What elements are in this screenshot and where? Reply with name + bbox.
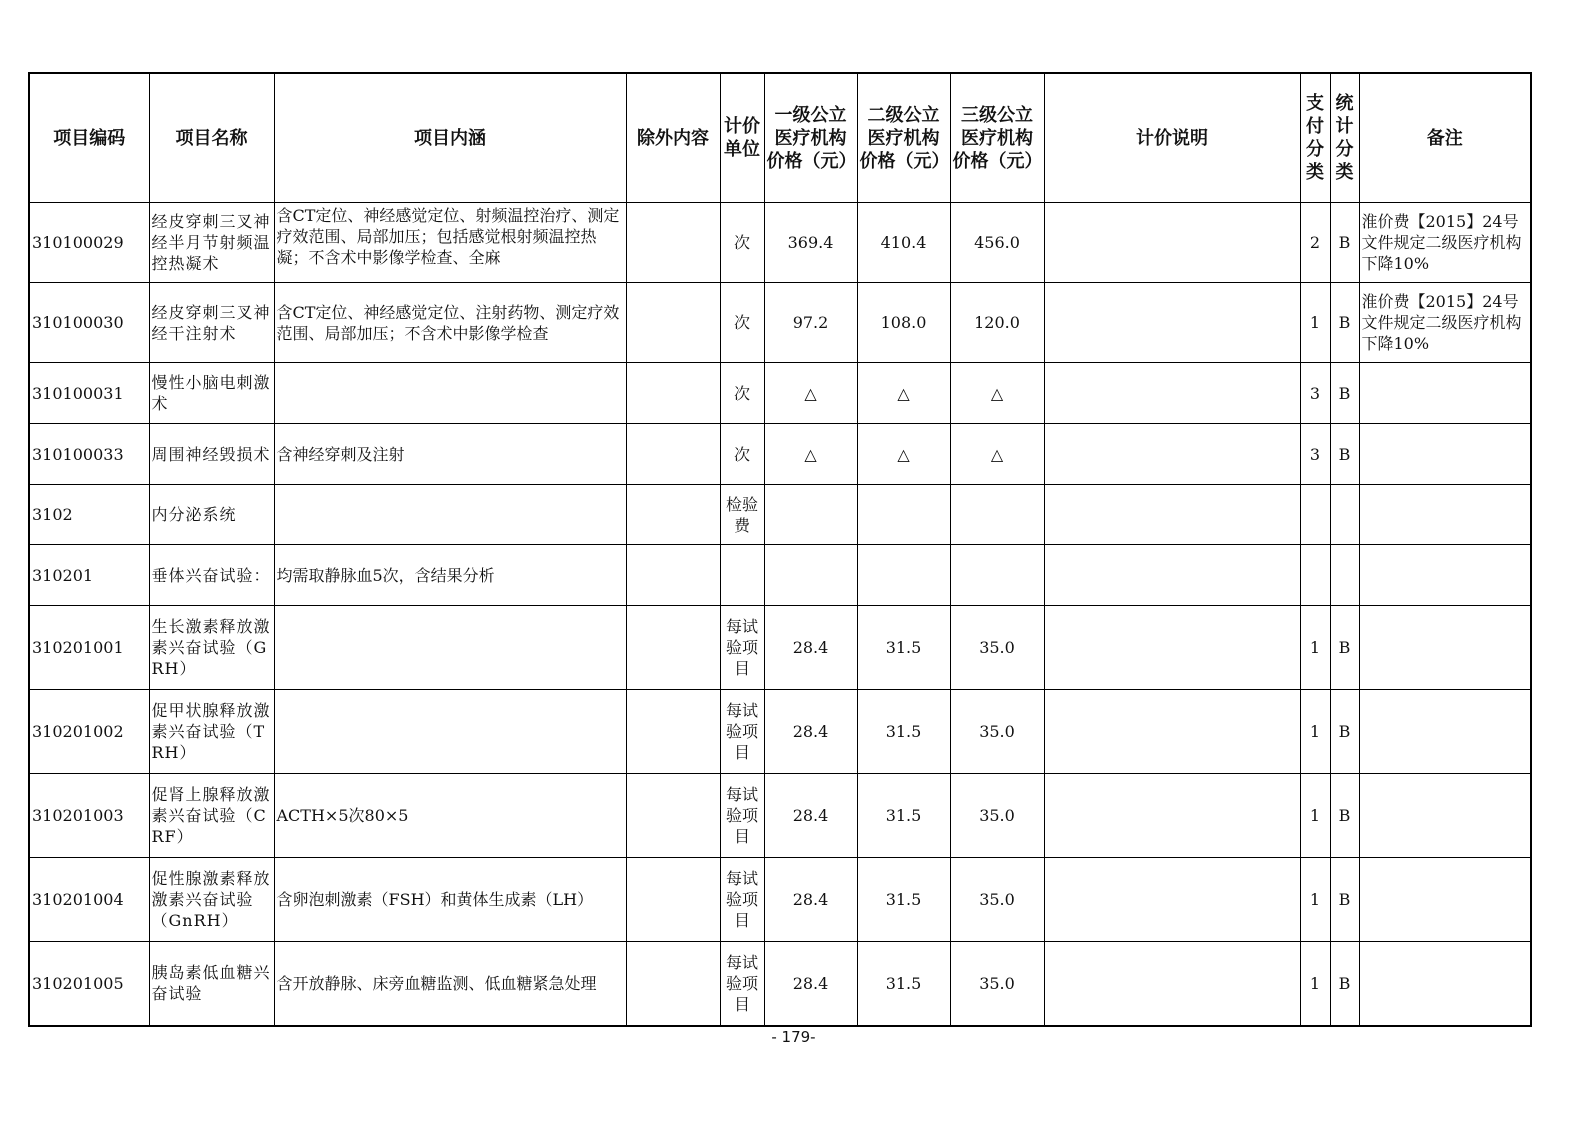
cell-price-level3: △: [950, 424, 1044, 485]
cell-price-level1: △: [764, 424, 857, 485]
cell-unit: 每试验项目: [720, 942, 764, 1026]
cell-pay-class: 1: [1300, 774, 1330, 858]
cell-remark: [1359, 363, 1531, 424]
header-row: [29, 73, 1531, 203]
table-row: [29, 690, 1531, 774]
header-pricing-note: 计价说明: [1044, 73, 1300, 203]
cell-stat-class: B: [1330, 424, 1359, 485]
cell-pay-class: 1: [1300, 283, 1330, 363]
cell-remark: [1359, 545, 1531, 606]
cell-stat-class: [1330, 545, 1359, 606]
header-code: 项目编码: [29, 73, 149, 203]
cell-price-level3: 456.0: [950, 203, 1044, 283]
cell-excluded: [626, 774, 720, 858]
cell-name: 促性腺激素释放激素兴奋试验（GnRH）: [149, 858, 274, 942]
cell-price-level3: 35.0: [950, 690, 1044, 774]
cell-price-level3: △: [950, 363, 1044, 424]
cell-excluded: [626, 858, 720, 942]
cell-name: 经皮穿刺三叉神经半月节射频温控热凝术: [149, 203, 274, 283]
header-price-level3: 三级公立医疗机构价格（元）: [950, 73, 1044, 203]
cell-pay-class: [1300, 545, 1330, 606]
cell-pricing-note: [1044, 424, 1300, 485]
cell-excluded: [626, 690, 720, 774]
table-row: [29, 606, 1531, 690]
cell-price-level2: △: [857, 363, 950, 424]
cell-stat-class: B: [1330, 283, 1359, 363]
table-row: [29, 774, 1531, 858]
cell-price-level1: 369.4: [764, 203, 857, 283]
cell-remark: [1359, 606, 1531, 690]
cell-content: 含开放静脉、床旁血糖监测、低血糖紧急处理: [274, 942, 626, 1026]
table-row: [29, 545, 1531, 606]
cell-code: 310201002: [29, 690, 149, 774]
cell-excluded: [626, 283, 720, 363]
cell-pricing-note: [1044, 606, 1300, 690]
header-unit: 计价单位: [720, 73, 764, 203]
cell-remark: [1359, 424, 1531, 485]
cell-pay-class: 3: [1300, 363, 1330, 424]
cell-name: 促甲状腺释放激素兴奋试验（TRH）: [149, 690, 274, 774]
cell-unit: 次: [720, 363, 764, 424]
cell-pricing-note: [1044, 942, 1300, 1026]
cell-content: [274, 363, 626, 424]
cell-content: 均需取静脉血5次，含结果分析: [274, 545, 626, 606]
cell-stat-class: B: [1330, 690, 1359, 774]
cell-content: [274, 690, 626, 774]
cell-unit: [720, 545, 764, 606]
cell-code: 3102: [29, 485, 149, 545]
cell-price-level3: 120.0: [950, 283, 1044, 363]
cell-unit: 次: [720, 283, 764, 363]
cell-stat-class: B: [1330, 774, 1359, 858]
header-name: 项目名称: [149, 73, 274, 203]
cell-name: 经皮穿刺三叉神经干注射术: [149, 283, 274, 363]
cell-code: 310201004: [29, 858, 149, 942]
cell-name: 垂体兴奋试验：: [149, 545, 274, 606]
cell-pay-class: 1: [1300, 690, 1330, 774]
cell-pricing-note: [1044, 858, 1300, 942]
cell-excluded: [626, 363, 720, 424]
header-price-level1: 一级公立医疗机构价格（元）: [764, 73, 857, 203]
cell-name: 慢性小脑电刺激术: [149, 363, 274, 424]
cell-price-level2: 31.5: [857, 690, 950, 774]
cell-code: 310201005: [29, 942, 149, 1026]
cell-excluded: [626, 203, 720, 283]
table-row: [29, 942, 1531, 1026]
cell-price-level1: 28.4: [764, 774, 857, 858]
cell-code: 310201003: [29, 774, 149, 858]
cell-stat-class: B: [1330, 942, 1359, 1026]
cell-price-level1: [764, 545, 857, 606]
cell-pricing-note: [1044, 690, 1300, 774]
cell-price-level2: [857, 485, 950, 545]
cell-price-level1: 28.4: [764, 690, 857, 774]
cell-pricing-note: [1044, 774, 1300, 858]
cell-remark: [1359, 774, 1531, 858]
cell-stat-class: B: [1330, 363, 1359, 424]
cell-price-level1: [764, 485, 857, 545]
cell-code: 310201001: [29, 606, 149, 690]
cell-pricing-note: [1044, 545, 1300, 606]
table-row: [29, 363, 1531, 424]
cell-content-text: 含CT定位、神经感觉定位、射频温控治疗、测定疗效范围、局部加压；包括感觉根射频温控热凝；不含术中影像学检查、全麻: [276, 206, 620, 267]
cell-pricing-note: [1044, 203, 1300, 283]
table-body: [29, 203, 1531, 1026]
cell-excluded: [626, 606, 720, 690]
cell-content: 含神经穿刺及注射: [274, 424, 626, 485]
page-number: - 179-: [771, 1028, 816, 1046]
cell-price-level1: 28.4: [764, 942, 857, 1026]
cell-unit: 每试验项目: [720, 858, 764, 942]
cell-name: 生长激素释放激素兴奋试验（GRH）: [149, 606, 274, 690]
cell-price-level1: 97.2: [764, 283, 857, 363]
cell-pricing-note: [1044, 363, 1300, 424]
cell-excluded: [626, 545, 720, 606]
cell-pay-class: 1: [1300, 858, 1330, 942]
cell-price-level2: 31.5: [857, 942, 950, 1026]
cell-price-level2: 410.4: [857, 203, 950, 283]
cell-content: 含CT定位、神经感觉定位、注射药物、测定疗效范围、局部加压；不含术中影像学检查: [274, 283, 626, 363]
cell-unit: 次: [720, 203, 764, 283]
header-price-level2: 二级公立医疗机构价格（元）: [857, 73, 950, 203]
cell-price-level2: 31.5: [857, 774, 950, 858]
cell-price-level3: [950, 545, 1044, 606]
cell-name: 周围神经毁损术: [149, 424, 274, 485]
cell-price-level3: [950, 485, 1044, 545]
cell-excluded: [626, 485, 720, 545]
cell-pricing-note: [1044, 485, 1300, 545]
cell-code: 310100033: [29, 424, 149, 485]
cell-remark: [1359, 858, 1531, 942]
cell-price-level1: 28.4: [764, 606, 857, 690]
table-row: [29, 203, 1531, 283]
cell-code: 310100029: [29, 203, 149, 283]
cell-price-level3: 35.0: [950, 774, 1044, 858]
table-row: [29, 424, 1531, 485]
cell-pay-class: 3: [1300, 424, 1330, 485]
header-content: 项目内涵: [274, 73, 626, 203]
cell-unit: 每试验项目: [720, 690, 764, 774]
cell-stat-class: B: [1330, 203, 1359, 283]
header-pay-class: 支付分类: [1300, 73, 1330, 203]
cell-price-level2: △: [857, 424, 950, 485]
cell-remark: 淮价费【2015】24号文件规定二级医疗机构下降10%: [1359, 203, 1531, 283]
cell-name: 促肾上腺释放激素兴奋试验（CRF）: [149, 774, 274, 858]
cell-content: 含卵泡刺激素（FSH）和黄体生成素（LH）: [274, 858, 626, 942]
cell-unit: 每试验项目: [720, 606, 764, 690]
table-row: [29, 283, 1531, 363]
cell-stat-class: B: [1330, 606, 1359, 690]
header-stat-class: 统计分类: [1330, 73, 1359, 203]
cell-pricing-note: [1044, 283, 1300, 363]
cell-stat-class: [1330, 485, 1359, 545]
cell-remark: [1359, 942, 1531, 1026]
cell-stat-class: B: [1330, 858, 1359, 942]
cell-price-level2: [857, 545, 950, 606]
cell-unit: 检验费: [720, 485, 764, 545]
cell-content: [274, 485, 626, 545]
cell-excluded: [626, 424, 720, 485]
cell-price-level1: 28.4: [764, 858, 857, 942]
cell-price-level3: 35.0: [950, 858, 1044, 942]
header-excluded: 除外内容: [626, 73, 720, 203]
table-row: [29, 858, 1531, 942]
cell-pay-class: 1: [1300, 606, 1330, 690]
cell-remark: [1359, 485, 1531, 545]
table-row: [29, 485, 1531, 545]
cell-content: ACTH×5次80×5: [274, 774, 626, 858]
cell-name: 胰岛素低血糖兴奋试验: [149, 942, 274, 1026]
cell-content: [274, 203, 626, 283]
cell-unit: 次: [720, 424, 764, 485]
cell-excluded: [626, 942, 720, 1026]
cell-unit: 每试验项目: [720, 774, 764, 858]
cell-price-level3: 35.0: [950, 606, 1044, 690]
cell-pay-class: 1: [1300, 942, 1330, 1026]
cell-pay-class: 2: [1300, 203, 1330, 283]
header-remark: 备注: [1359, 73, 1531, 203]
cell-code: 310100030: [29, 283, 149, 363]
price-table: [28, 72, 1532, 1027]
cell-price-level1: △: [764, 363, 857, 424]
cell-remark: [1359, 690, 1531, 774]
cell-remark: 淮价费【2015】24号文件规定二级医疗机构下降10%: [1359, 283, 1531, 363]
cell-pay-class: [1300, 485, 1330, 545]
cell-name: 内分泌系统: [149, 485, 274, 545]
cell-price-level2: 31.5: [857, 606, 950, 690]
cell-price-level2: 31.5: [857, 858, 950, 942]
cell-code: 310201: [29, 545, 149, 606]
cell-code: 310100031: [29, 363, 149, 424]
cell-price-level3: 35.0: [950, 942, 1044, 1026]
cell-content: [274, 606, 626, 690]
cell-price-level2: 108.0: [857, 283, 950, 363]
